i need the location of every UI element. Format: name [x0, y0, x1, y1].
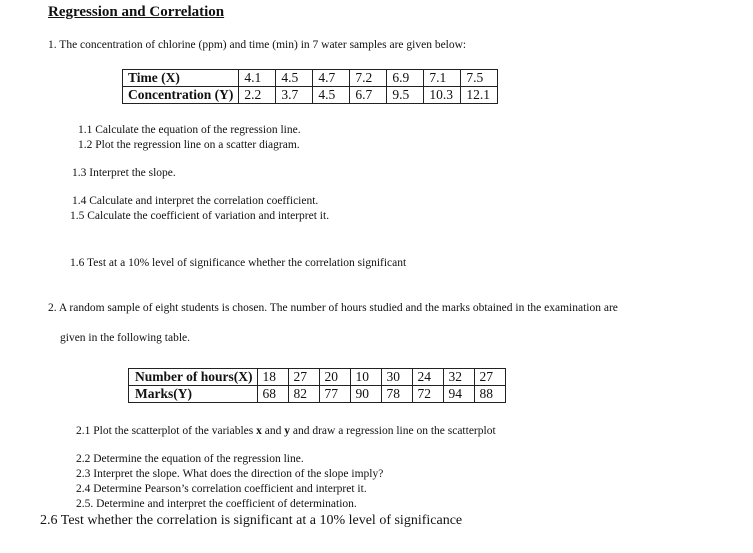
- q1-sub-1-4: 1.4 Calculate and interpret the correlation coefficient.: [72, 195, 319, 207]
- table-cell: 27: [288, 369, 319, 386]
- q2-sub-2-1-and: and: [261, 425, 285, 437]
- table-row: [129, 386, 506, 403]
- q1-sub-1-1: 1.1 Calculate the equation of the regression line.: [78, 124, 301, 136]
- table-cell: 7.5: [461, 70, 498, 87]
- table-cell: 90: [350, 386, 381, 403]
- table-cell: 4.5: [313, 87, 350, 104]
- table-cell: 4.5: [276, 70, 313, 87]
- q1-sub-1-3: 1.3 Interpret the slope.: [72, 167, 176, 179]
- table-cell: 27: [474, 369, 505, 386]
- table-cell: 88: [474, 386, 505, 403]
- q1-sub-1-2: 1.2 Plot the regression line on a scatter diagram.: [78, 139, 300, 151]
- table-row: [123, 70, 498, 87]
- table-cell: 68: [257, 386, 288, 403]
- q2-sub-2-4: 2.4 Determine Pearson’s correlation coefficient and interpret it.: [76, 483, 367, 495]
- page-title: Regression and Correlation: [48, 4, 225, 20]
- table-cell: 24: [412, 369, 443, 386]
- row-label: Concentration (Y): [123, 87, 239, 104]
- table-cell: 10: [350, 369, 381, 386]
- q2-sub-2-3: 2.3 Interpret the slope. What does the direction of the slope imply?: [76, 468, 384, 480]
- q2-sub-2-6: 2.6 Test whether the correlation is significant at a 10% level of significance: [40, 513, 463, 528]
- q2-sub-2-1: [76, 425, 496, 437]
- q2-sub-2-1-tail: and draw a regression line on the scatterplot: [289, 425, 496, 437]
- table-cell: 72: [412, 386, 443, 403]
- table-cell: 12.1: [461, 87, 498, 104]
- table-cell: 32: [443, 369, 474, 386]
- q1-intro: 1. The concentration of chlorine (ppm) and time (min) in 7 water samples are given below:: [48, 39, 467, 51]
- q2-intro-line1: 2. A random sample of eight students is chosen. The number of hours studied and the marks obtained in the examination are: [48, 302, 618, 314]
- q1-data-table: [122, 69, 498, 104]
- table-row: [129, 369, 506, 386]
- table-cell: 30: [381, 369, 412, 386]
- table-cell: 18: [257, 369, 288, 386]
- q2-sub-2-1-text: 2.1 Plot the scatterplot of the variables: [76, 425, 257, 437]
- row-label: Time (X): [123, 70, 239, 87]
- table-cell: 7.1: [424, 70, 461, 87]
- table-cell: 3.7: [276, 87, 313, 104]
- table-row: [123, 87, 498, 104]
- table-cell: 78: [381, 386, 412, 403]
- table-cell: 20: [319, 369, 350, 386]
- q2-sub-2-5: 2.5. Determine and interpret the coefficient of determination.: [76, 498, 357, 510]
- table-cell: 77: [319, 386, 350, 403]
- table-cell: 9.5: [387, 87, 424, 104]
- table-cell: 10.3: [424, 87, 461, 104]
- q1-sub-1-6: 1.6 Test at a 10% level of significance whether the correlation significant: [70, 257, 407, 269]
- table-cell: 6.9: [387, 70, 424, 87]
- table-cell: 6.7: [350, 87, 387, 104]
- variable-y: y: [284, 425, 290, 437]
- table-cell: 4.1: [239, 70, 276, 87]
- row-label: Marks(Y): [129, 386, 258, 403]
- variable-x: x: [256, 425, 262, 437]
- q1-sub-1-5: 1.5 Calculate the coefficient of variation and interpret it.: [70, 210, 330, 222]
- table-cell: 7.2: [350, 70, 387, 87]
- table-cell: 82: [288, 386, 319, 403]
- q2-data-table: [128, 368, 506, 403]
- row-label: Number of hours(X): [129, 369, 258, 386]
- q2-sub-2-2: 2.2 Determine the equation of the regression line.: [76, 453, 304, 465]
- table-cell: 4.7: [313, 70, 350, 87]
- table-cell: 2.2: [239, 87, 276, 104]
- table-cell: 94: [443, 386, 474, 403]
- q2-intro-line2: given in the following table.: [60, 332, 190, 344]
